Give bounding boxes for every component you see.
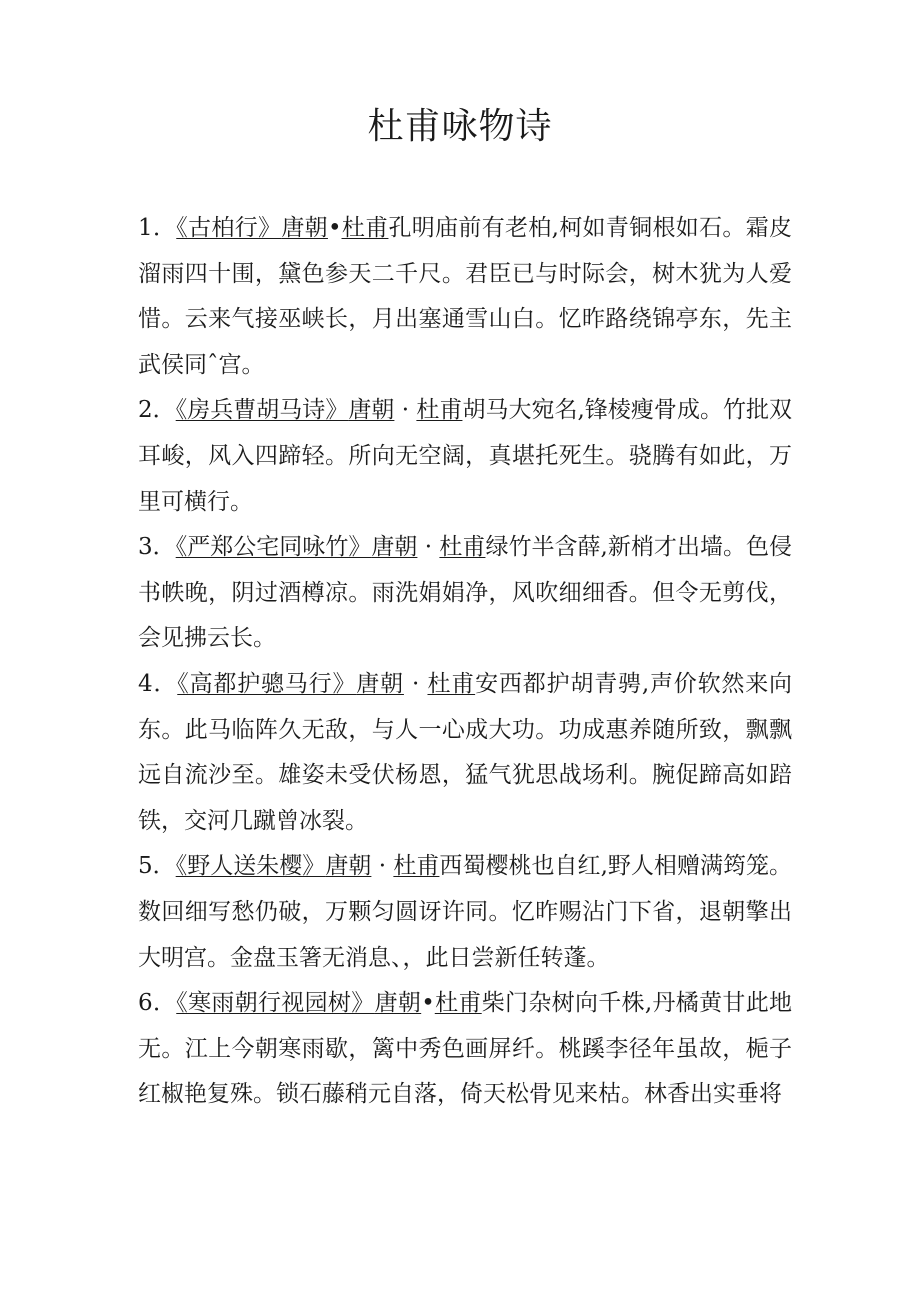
poem-text: 西蜀樱桃也自红,野人相赠满筠笼。数回细写愁仍破，万颗匀圆讶许同。忆昨赐沾门下省，退朝擎出大明宫。金盘玉箸无消息、，此日尝新任转蓬。 [138, 853, 793, 971]
poem-text: 柴门杂树向千株,丹橘黄甘此地无。江上今朝寒雨歇，篱中秀色画屏纤。桃蹊李径年虽故，梔子红椒艳复殊。锁石藤稍元自落，倚天松骨见来枯。林香出实垂将 [138, 990, 793, 1108]
poem-dynasty: 唐朝 [348, 397, 395, 424]
poem-list [138, 206, 792, 1118]
poem-text: 安西都护胡青骋,声价软然来向东。此马临阵久无敌，与人一心成大功。功成惠养随所致，飘飘远自流沙至。雄姿未受伏杨恩，猛气犹思战场利。腕促蹄高如踣铁，交河几蹴曾冰裂。 [138, 670, 793, 834]
poem-author: 杜甫 [434, 990, 482, 1017]
poem-author: 杜甫 [416, 397, 463, 424]
poem-entry [138, 525, 792, 662]
poem-dynasty: 唐朝 [371, 534, 418, 561]
poem-number: 5． [138, 853, 176, 880]
poem-author: 杜甫 [439, 534, 486, 561]
poem-text: 绿竹半含薛,新梢才出墙。色侵书帙晚，阴过酒樽凉。雨洗娟娟净，风吹细细香。但令无剪伐，会见拂云长。 [138, 534, 793, 652]
poem-number: 3． [138, 534, 176, 561]
poem-dynasty: 唐朝 [325, 853, 372, 880]
poem-entry [138, 388, 792, 525]
poem-separator: · [371, 853, 394, 880]
poem-title: 《寒雨朝行视园树》 [176, 990, 375, 1017]
poem-author: 杜甫 [393, 853, 440, 880]
poem-dynasty: 唐朝 [356, 670, 404, 697]
poem-entry [138, 844, 792, 981]
poem-number: 4． [138, 670, 178, 697]
poem-text: 孔明庙前有老柏,柯如青铜根如石。霜皮溜雨四十围，黛色参天二千尺。君臣已与时际会，树木犹为人爱惜。云来气接巫峡长，月出塞通雪山白。忆昨路绕锦亭东，先主武侯同ˆ宫。 [138, 215, 793, 378]
poem-number: 2． [138, 397, 176, 424]
poem-text: 胡马大宛名,锋棱瘦骨成。竹批双耳峻，风入四蹄轻。所向无空阔，真堪托死生。骁腾有如此，万里可横行。 [138, 397, 793, 515]
poem-title: 《古柏行》 [176, 215, 282, 241]
poem-title: 《高都护骢马行》 [177, 670, 357, 697]
poem-separator: · [417, 534, 440, 561]
poem-entry [138, 662, 792, 844]
poem-author: 杜甫 [341, 215, 389, 241]
poem-dynasty: 唐朝 [374, 990, 422, 1017]
poem-title: 《严郑公宅同咏竹》 [175, 534, 372, 561]
poem-author: 杜甫 [427, 670, 476, 697]
poem-separator: · [403, 670, 428, 697]
poem-entry [138, 981, 792, 1118]
page-title: 杜甫咏物诗 [367, 106, 553, 147]
poem-number: 1． [138, 215, 177, 241]
poem-number: 6． [138, 990, 177, 1017]
poem-separator: • [327, 215, 342, 241]
poem-title: 《房兵曹胡马诗》 [175, 397, 349, 424]
poem-separator: • [421, 990, 435, 1017]
poem-title: 《野人送朱樱》 [175, 853, 326, 880]
poem-entry [138, 206, 792, 388]
poem-dynasty: 唐朝 [281, 215, 328, 241]
poem-separator: · [394, 397, 417, 424]
